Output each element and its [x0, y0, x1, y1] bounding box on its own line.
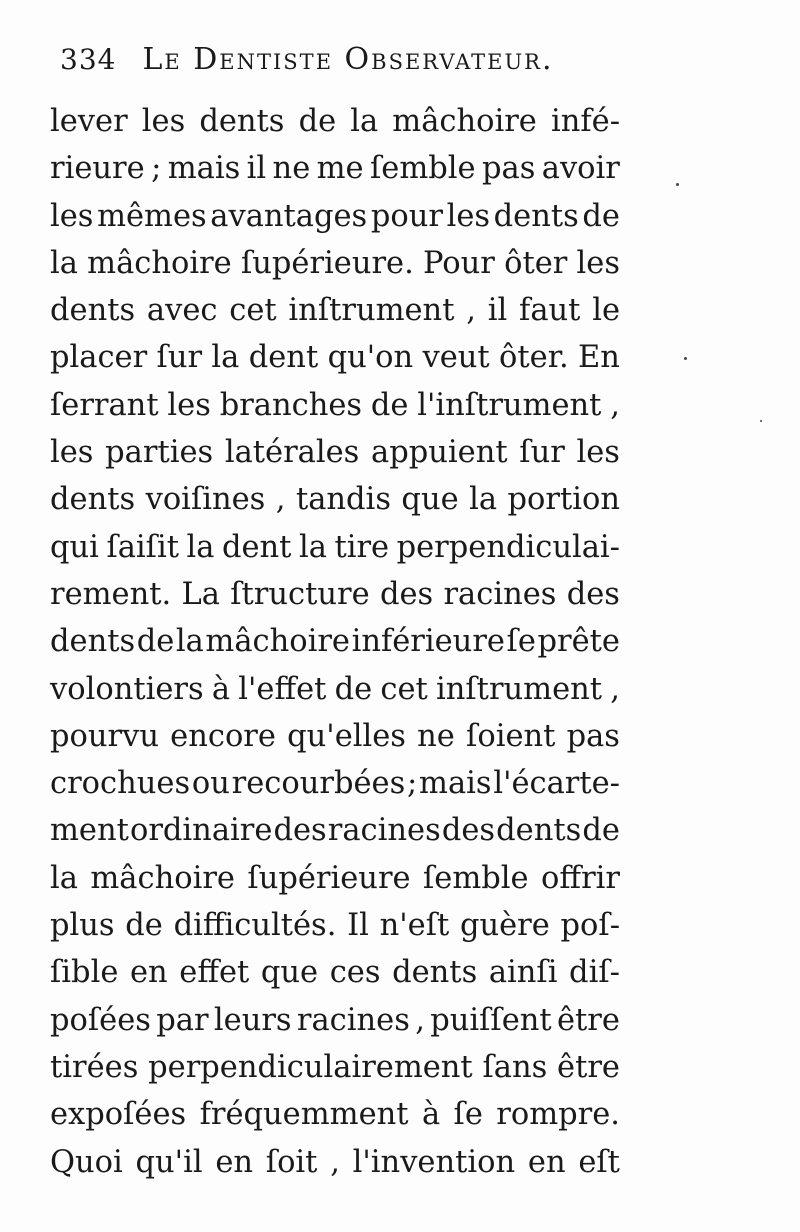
- word: pour: [370, 198, 443, 234]
- word: avoir: [541, 151, 620, 187]
- running-head: [60, 42, 620, 90]
- word: rieure: [50, 151, 145, 187]
- word: dents: [496, 813, 582, 849]
- text-line: [50, 476, 620, 523]
- word: diſ-: [569, 955, 620, 991]
- word: avantages: [210, 198, 368, 234]
- word: les: [50, 198, 94, 234]
- word: offrir: [541, 860, 620, 896]
- word: pas: [566, 718, 620, 754]
- text-line: [50, 902, 620, 949]
- word: ment: [50, 813, 129, 849]
- word: fréquemment: [199, 1097, 409, 1133]
- word: mâchoire: [205, 624, 350, 660]
- word: en: [129, 955, 168, 991]
- word: infé-: [550, 104, 620, 139]
- word: ,: [415, 1002, 425, 1038]
- word: ſible: [50, 955, 119, 991]
- word: perpendiculairement: [148, 1049, 473, 1085]
- word: inſtrument: [288, 293, 455, 329]
- word: mêmes: [97, 198, 207, 234]
- word: tirées: [50, 1049, 139, 1085]
- word: de: [298, 104, 337, 139]
- word: perpendiculai-: [396, 529, 620, 565]
- word: les: [141, 104, 186, 139]
- word: que: [401, 482, 459, 518]
- word: ſur: [156, 340, 203, 376]
- word: en: [527, 1144, 566, 1180]
- text-line: [50, 949, 620, 996]
- word: l'effet: [238, 671, 327, 707]
- text-line: [50, 997, 620, 1044]
- word: l'inſtrument: [417, 387, 602, 423]
- word: poſ-: [560, 908, 620, 944]
- word: faut: [519, 293, 581, 329]
- word: rompre.: [496, 1097, 620, 1133]
- word: tire: [334, 529, 390, 565]
- word: tandis: [295, 482, 391, 518]
- word: volontiers: [50, 671, 204, 707]
- word: recourbées: [231, 766, 406, 802]
- word: poſées: [50, 1002, 151, 1038]
- word: des: [379, 576, 434, 612]
- word: qu'il: [135, 1144, 203, 1180]
- word: lever: [50, 104, 128, 139]
- word: la: [50, 860, 78, 896]
- word: de: [582, 198, 620, 234]
- text-line: [50, 807, 620, 854]
- word: cet: [380, 671, 428, 707]
- word: dents: [50, 293, 136, 329]
- word: dents: [50, 482, 136, 518]
- word: ſaiſit: [106, 529, 179, 565]
- word: la: [186, 529, 215, 565]
- word: ;: [151, 151, 162, 187]
- word: mâchoire: [90, 860, 235, 896]
- word: ou: [191, 766, 230, 802]
- word: La: [181, 576, 220, 612]
- word: la: [211, 340, 240, 376]
- word: pourvu: [50, 718, 159, 754]
- word: le: [592, 293, 620, 329]
- word: Pour: [423, 245, 495, 281]
- word: racines: [296, 1002, 410, 1038]
- print-speck: [760, 420, 762, 422]
- text-line: [50, 145, 620, 192]
- word: être: [557, 1002, 620, 1038]
- print-speck: [676, 183, 679, 186]
- word: que: [260, 955, 319, 991]
- text-line: [50, 760, 620, 807]
- word: l'écarte-: [493, 766, 620, 802]
- word: ,: [610, 671, 620, 707]
- word: parties: [105, 435, 214, 471]
- word: ſoit: [265, 1144, 318, 1180]
- word: mais: [167, 151, 241, 187]
- word: de: [582, 813, 620, 849]
- text-line: [50, 618, 620, 665]
- word: l'invention: [352, 1144, 516, 1180]
- word: les: [576, 245, 620, 281]
- word: branches: [219, 387, 363, 423]
- word: ſupérieure: [247, 860, 411, 896]
- text-line: [50, 193, 620, 240]
- word: qui: [50, 529, 99, 565]
- text-line: [50, 1091, 620, 1138]
- word: les: [446, 198, 491, 234]
- word: appuient: [371, 435, 508, 471]
- word: ne: [417, 718, 455, 754]
- word: de: [334, 671, 373, 707]
- word: qu'elles: [287, 718, 406, 754]
- word: latérales: [224, 435, 360, 471]
- page-number: 334: [60, 43, 117, 76]
- text-line: [50, 1044, 620, 1091]
- word: qu'on: [327, 340, 414, 376]
- word: encore: [170, 718, 276, 754]
- word: eſt: [578, 1144, 620, 1180]
- word: voiſines: [145, 482, 266, 518]
- word: à: [421, 1097, 441, 1133]
- word: ordinaire: [129, 813, 273, 849]
- word: En: [578, 340, 620, 376]
- word: ôter.: [499, 340, 569, 376]
- word: ſans: [482, 1049, 548, 1085]
- word: Quoi: [50, 1144, 123, 1180]
- word: ne: [272, 151, 311, 187]
- word: me: [316, 151, 364, 187]
- text-line: [50, 524, 620, 571]
- word: les: [167, 387, 211, 423]
- word: puiſſent: [430, 1002, 552, 1038]
- word: les: [576, 435, 620, 471]
- word: effet: [179, 955, 250, 991]
- word: dent: [221, 529, 292, 565]
- word: ,: [275, 482, 286, 518]
- word: racines: [443, 576, 557, 612]
- word: avec: [146, 293, 218, 329]
- word: dents: [392, 955, 478, 991]
- text-line: [50, 571, 620, 618]
- text-line: [50, 98, 620, 145]
- word: la: [50, 245, 78, 281]
- word: des: [273, 813, 327, 849]
- word: portion: [507, 482, 620, 518]
- word: pas: [482, 151, 536, 187]
- word: veut: [422, 340, 490, 376]
- word: ;: [407, 766, 418, 802]
- text-line: [50, 287, 620, 334]
- word: des: [566, 576, 620, 612]
- word: les: [50, 435, 94, 471]
- word: leurs: [213, 1002, 292, 1038]
- word: la: [350, 104, 379, 139]
- word: guère: [459, 908, 550, 944]
- word: ſemble: [423, 860, 529, 896]
- text-line: [50, 334, 620, 381]
- word: Il: [347, 908, 369, 944]
- word: de: [370, 387, 409, 423]
- text-line: [50, 713, 620, 760]
- word: ſe: [506, 624, 536, 660]
- word: la: [175, 624, 204, 660]
- word: ſupérieure.: [240, 245, 414, 281]
- word: plus: [50, 908, 115, 944]
- word: ôter: [504, 245, 568, 281]
- word: la: [469, 482, 498, 518]
- word: dents: [50, 624, 136, 660]
- text-line: [50, 382, 620, 429]
- word: ſemble: [370, 151, 476, 187]
- word: ces: [329, 955, 381, 991]
- word: mais: [419, 766, 492, 802]
- word: dents: [199, 104, 285, 139]
- text-line: [50, 240, 620, 287]
- word: ,: [330, 1144, 340, 1180]
- word: difficultés.: [173, 908, 337, 944]
- word: ſe: [453, 1097, 483, 1133]
- word: être: [557, 1049, 620, 1085]
- text-line: [50, 666, 620, 713]
- word: ,: [466, 293, 476, 329]
- word: la: [298, 529, 327, 565]
- print-speck: [684, 357, 687, 360]
- word: prête: [537, 624, 620, 660]
- word: mâchoire: [392, 104, 537, 139]
- word: ſerrant: [50, 387, 159, 423]
- word: mâchoire: [87, 245, 232, 281]
- word: n'eſt: [379, 908, 450, 944]
- running-title: Le Dentiste Observateur.: [142, 42, 554, 77]
- word: à: [211, 671, 231, 707]
- text-line: [50, 1139, 620, 1186]
- text-line: [50, 429, 620, 476]
- word: ainſi: [488, 955, 558, 991]
- word: ſoient: [466, 718, 556, 754]
- word: ſtructure: [230, 576, 370, 612]
- word: par: [156, 1002, 209, 1038]
- word: des: [441, 813, 496, 849]
- word: crochues: [50, 766, 191, 802]
- word: de: [136, 624, 175, 660]
- word: il: [246, 151, 267, 187]
- text-line: [50, 855, 620, 902]
- word: inférieure: [351, 624, 505, 660]
- word: expoſées: [50, 1097, 187, 1133]
- word: en: [215, 1144, 254, 1180]
- word: racines: [327, 813, 441, 849]
- word: il: [487, 293, 508, 329]
- word: dents: [493, 198, 579, 234]
- word: de: [125, 908, 163, 944]
- word: placer: [50, 340, 148, 376]
- word: ,: [610, 387, 620, 423]
- word: rement.: [50, 576, 172, 612]
- body-text: [50, 98, 620, 1186]
- word: cet: [229, 293, 277, 329]
- word: inſtrument: [436, 671, 603, 707]
- word: dent: [248, 340, 319, 376]
- word: ſur: [519, 435, 565, 471]
